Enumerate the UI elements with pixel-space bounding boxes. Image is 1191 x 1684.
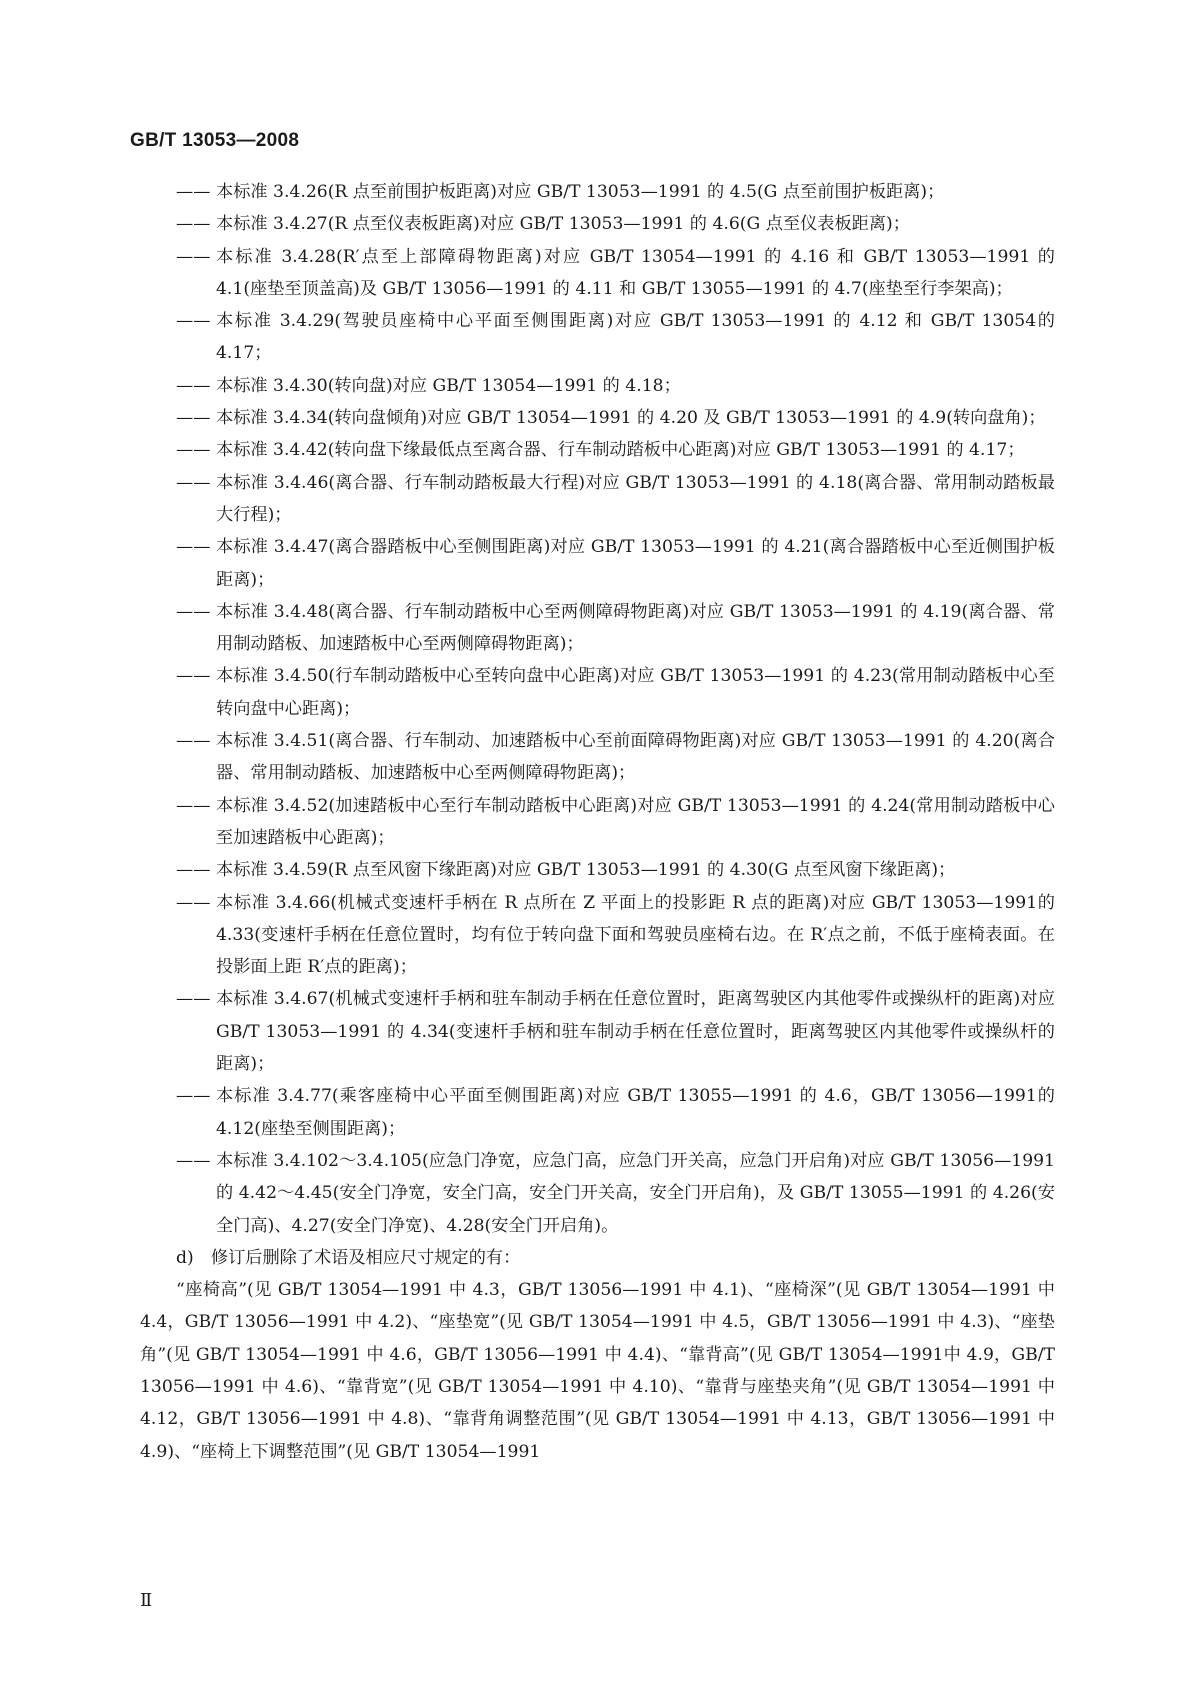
- list-item-text: 本标准 3.4.42(转向盘下缘最低点至离合器、行车制动踏板中心距离)对应 GB/T 13053—1991 的 4.17；: [216, 440, 1025, 461]
- list-item: [140, 241, 1055, 306]
- list-item: [140, 305, 1055, 370]
- item-dash: ——: [176, 440, 211, 461]
- list-item-text: 本标准 3.4.27(R 点至仪表板距离)对应 GB/T 13053—1991 的 4.6(G 点至仪表板距离)；: [216, 214, 910, 235]
- item-dash: ——: [176, 375, 211, 396]
- page-number: Ⅱ: [140, 1590, 153, 1611]
- list-item-text: 本标准 3.4.29(驾驶员座椅中心平面至侧围距离)对应 GB/T 13053—1991 的 4.12 和 GB/T 13054的 4.17；: [216, 311, 1055, 364]
- item-dash: ——: [176, 472, 211, 493]
- list-item-text: 本标准 3.4.59(R 点至风窗下缘距离)对应 GB/T 13053—1991 的 4.30(G 点至风窗下缘距离)；: [216, 860, 956, 881]
- item-dash: ——: [176, 214, 211, 235]
- list-item-text: 本标准 3.4.34(转向盘倾角)对应 GB/T 13054—1991 的 4.20 及 GB/T 13053—1991 的 4.9(转向盘角)；: [216, 408, 1046, 429]
- list-item: [140, 531, 1055, 596]
- item-dash: ——: [176, 1150, 211, 1171]
- list-item-text: 本标准 3.4.48(离合器、行车制动踏板中心至两侧障碍物距离)对应 GB/T 13053—1991 的 4.19(离合器、常用制动踏板、加速踏板中心至两侧障碍物距离)；: [216, 601, 1055, 655]
- list-item-text: 本标准 3.4.30(转向盘)对应 GB/T 13054—1991 的 4.18；: [216, 375, 681, 396]
- list-item: [140, 467, 1055, 532]
- standard-number-header: GB/T 13053—2008: [130, 130, 300, 151]
- item-dash: ——: [176, 731, 211, 752]
- list-item-text: 本标准 3.4.47(离合器踏板中心至侧围距离)对应 GB/T 13053—1991 的 4.21(离合器踏板中心至近侧围护板距离)；: [216, 537, 1055, 590]
- list-item: [140, 983, 1055, 1080]
- item-dash: ——: [176, 666, 211, 687]
- item-dash: ——: [176, 989, 211, 1010]
- list-item-text: 本标准 3.4.52(加速踏板中心至行车制动踏板中心距离)对应 GB/T 13053—1991 的 4.24(常用制动踏板中心至加速踏板中心距离)；: [216, 795, 1055, 848]
- item-dash: ——: [176, 601, 211, 622]
- list-item-text: 本标准 3.4.46(离合器、行车制动踏板最大行程)对应 GB/T 13053—1991 的 4.18(离合器、常用制动踏板最大行程)；: [216, 472, 1055, 525]
- list-item: [140, 434, 1055, 466]
- list-item-text: 本标准 3.4.51(离合器、行车制动、加速踏板中心至前面障碍物距离)对应 GB/T 13053—1991 的 4.20(离合器、常用制动踏板、加速踏板中心至两侧障碍物距离)；: [216, 731, 1055, 784]
- list-item: [140, 725, 1055, 790]
- list-item: [140, 402, 1055, 434]
- list-item: [140, 660, 1055, 725]
- list-item: [140, 596, 1055, 661]
- list-item-text: 本标准 3.4.26(R 点至前围护板距离)对应 GB/T 13053—1991 的 4.5(G 点至前围护板距离)；: [216, 182, 945, 202]
- list-item-text: 本标准 3.4.67(机械式变速杆手柄和驻车制动手柄在任意位置时，距离驾驶区内其他零件或操纵杆的距离)对应 GB/T 13053—1991 的 4.34(变速杆手柄和驻车制动手柄在任意位置时，距离驾驶区内其他零件或操纵杆的距离)；: [216, 989, 1055, 1075]
- item-dash: ——: [176, 311, 211, 332]
- item-dash: ——: [176, 408, 211, 429]
- list-item: [140, 1080, 1055, 1145]
- item-dash: ——: [176, 860, 211, 881]
- body-text: [140, 176, 1055, 1468]
- list-item-text: 本标准 3.4.102～3.4.105(应急门净宽，应急门高，应急门开关高，应急门开启角)对应 GB/T 13056—1991的 4.42～4.45(安全门净宽，安全门高，安全门开关高，安全门开启角)，及 GB/T 13055—1991 的 4.26(安全门高)、4.27(安全门净宽)、4.28(安全门开启角)。: [216, 1150, 1055, 1236]
- item-dash: ——: [176, 795, 211, 816]
- item-dash: ——: [176, 246, 211, 267]
- item-dash: ——: [176, 182, 211, 202]
- list-item: [140, 208, 1055, 240]
- list-item: [140, 790, 1055, 855]
- list-item: [140, 854, 1055, 886]
- list-item-text: 本标准 3.4.77(乘客座椅中心平面至侧围距离)对应 GB/T 13055—1991 的 4.6，GB/T 13056—1991的 4.12(座垫至侧围距离)；: [216, 1086, 1055, 1139]
- list-item-text: 本标准 3.4.50(行车制动踏板中心至转向盘中心距离)对应 GB/T 13053—1991 的 4.23(常用制动踏板中心至转向盘中心距离)；: [216, 666, 1055, 719]
- list-item-text: 本标准 3.4.66(机械式变速杆手柄在 R 点所在 Z 平面上的投影距 R 点的距离)对应 GB/T 13053—1991的 4.33(变速杆手柄在任意位置时，均有位于转向盘下面和驾驶员座椅右边。在 R′点之前，不低于座椅表面。在投影面上距 R′点的距离)；: [216, 892, 1055, 978]
- item-dash: ——: [176, 1086, 211, 1107]
- closing-paragraph: “座椅高”(见 GB/T 13054—1991 中 4.3，GB/T 13056—1991 中 4.1)、“座椅深”(见 GB/T 13054—1991 中 4.4，GB/T 13056—1991 中 4.2)、“座垫宽”(见 GB/T 13054—1991 中 4.5，GB/T 13056—1991 中 4.3)、“座垫角”(见 GB/T 13054—1991 中 4.6，GB/T 13056—1991 中 4.4)、“靠背高”(见 GB/T 13054—1991中 4.9，GB/T 13056—1991 中 4.6)、“靠背宽”(见 GB/T 13054—1991 中 4.10)、“靠背与座垫夹角”(见 GB/T 13054—1991 中 4.12，GB/T 13056—1991 中 4.8)、“靠背角调整范围”(见 GB/T 13054—1991 中 4.13，GB/T 13056—1991 中 4.9)、“座椅上下调整范围”(见 GB/T 13054—1991: [140, 1280, 1055, 1462]
- list-item-text: 本标准 3.4.28(R′点至上部障碍物距离)对应 GB/T 13054—1991 的 4.16 和 GB/T 13053—1991 的 4.1(座垫至顶盖高)及 GB/T 13056—1991 的 4.11 和 GB/T 13055—1991 的 4.7(座垫至行李架高)；: [216, 246, 1055, 299]
- item-dash: ——: [176, 892, 211, 913]
- list-item: [140, 887, 1055, 984]
- list-item: [140, 176, 1055, 208]
- subsection-heading: d) 修订后删除了术语及相应尺寸规定的有：: [176, 1247, 521, 1268]
- item-dash: ——: [176, 537, 211, 558]
- list-item: [140, 370, 1055, 402]
- list-item: [140, 1145, 1055, 1242]
